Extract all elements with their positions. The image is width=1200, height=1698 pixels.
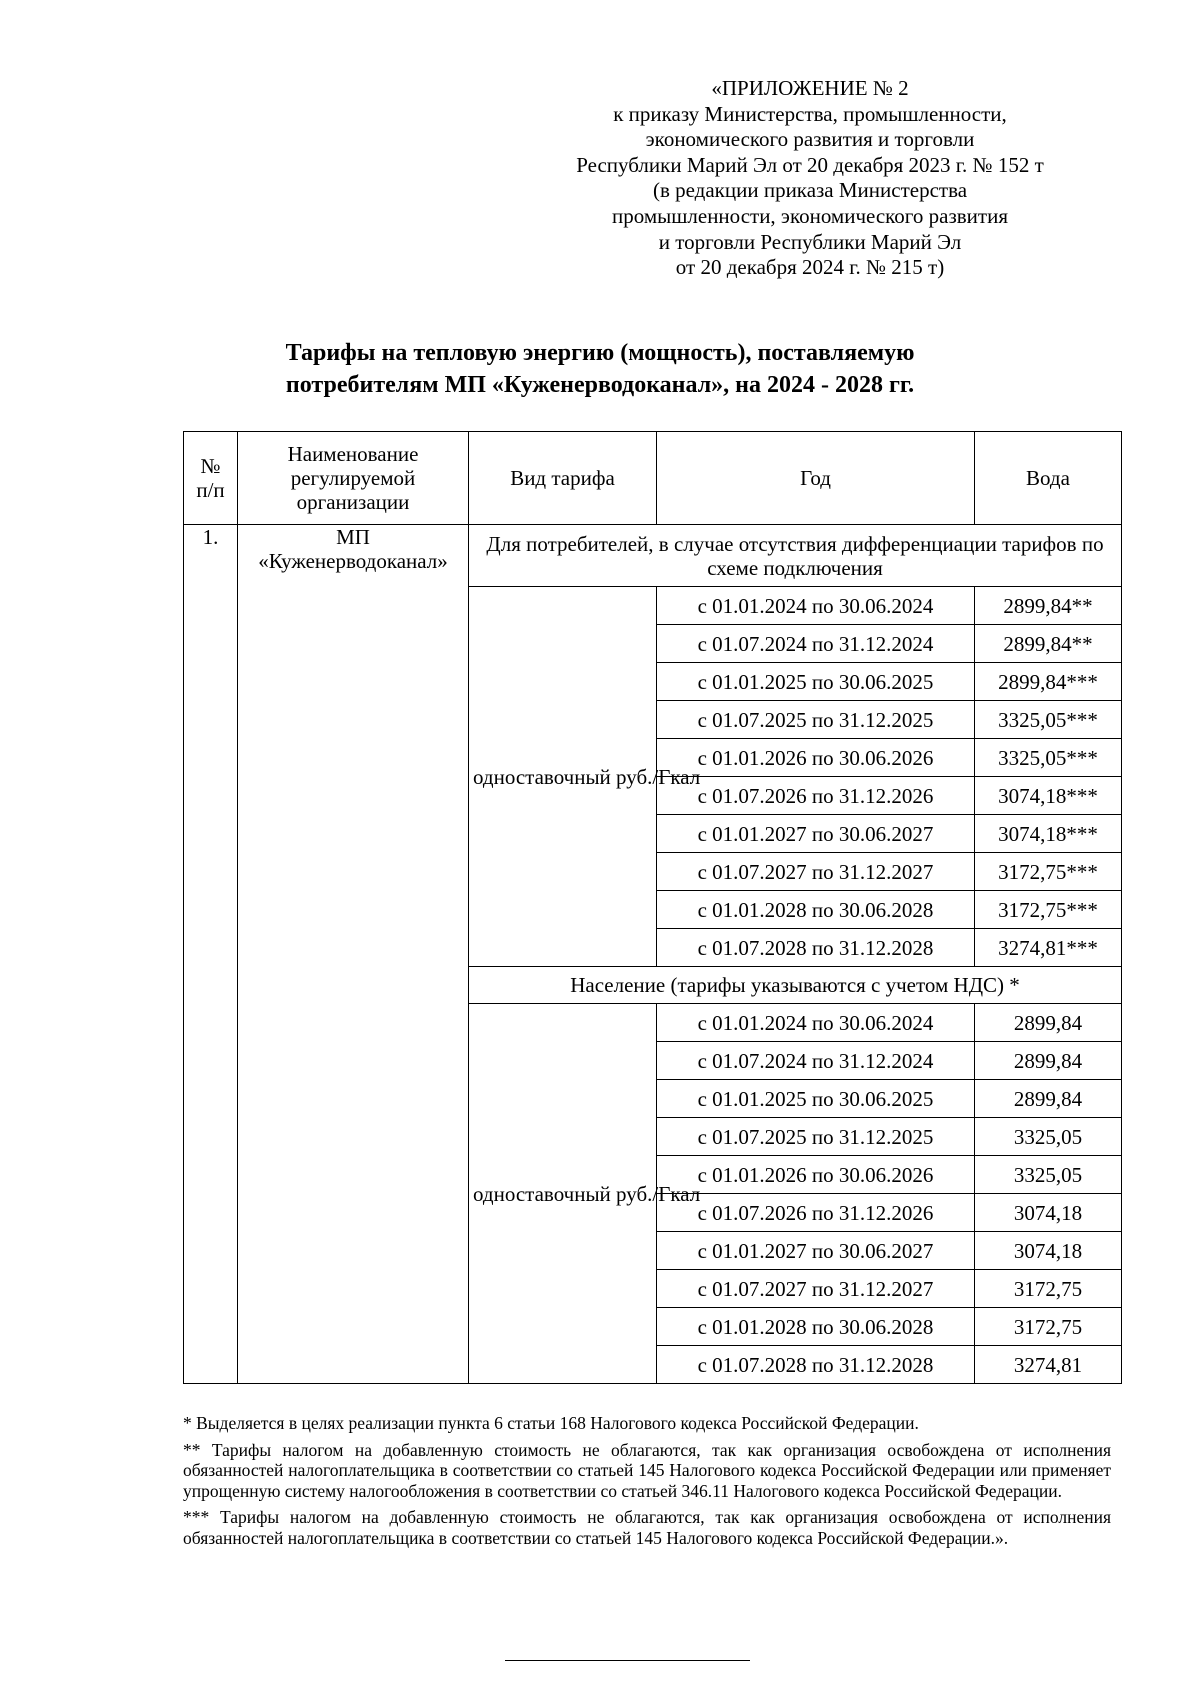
value-cell: 3325,05 [975, 1118, 1122, 1156]
header-org: Наименование регулируемой организации [238, 432, 469, 525]
value-cell: 2899,84*** [975, 663, 1122, 701]
period-cell: с 01.01.2027 по 30.06.2027 [657, 815, 975, 853]
value-cell: 3074,18 [975, 1194, 1122, 1232]
period-cell: с 01.01.2025 по 30.06.2025 [657, 1080, 975, 1118]
value-cell: 3274,81*** [975, 929, 1122, 967]
appendix-line: «ПРИЛОЖЕНИЕ № 2 [711, 76, 909, 100]
period-cell: с 01.01.2024 по 30.06.2024 [657, 1004, 975, 1042]
period-cell: с 01.01.2025 по 30.06.2025 [657, 663, 975, 701]
value-cell: 2899,84 [975, 1080, 1122, 1118]
period-cell: с 01.07.2024 по 31.12.2024 [657, 1042, 975, 1080]
value-cell: 3274,81 [975, 1346, 1122, 1384]
period-cell: с 01.07.2026 по 31.12.2026 [657, 1194, 975, 1232]
bottom-divider [505, 1660, 750, 1661]
footnote: * Выделяется в целях реализации пункта 6 статьи 168 Налогового кодекса Российской Федерации. [183, 1413, 919, 1433]
value-cell: 2899,84 [975, 1042, 1122, 1080]
period-cell: с 01.01.2026 по 30.06.2026 [657, 739, 975, 777]
period-cell: с 01.01.2028 по 30.06.2028 [657, 891, 975, 929]
period-cell: с 01.01.2027 по 30.06.2027 [657, 1232, 975, 1270]
period-cell: с 01.01.2026 по 30.06.2026 [657, 1156, 975, 1194]
value-cell: 3172,75 [975, 1270, 1122, 1308]
header-kind: Вид тарифа [469, 432, 657, 525]
organization-name: МП «Куженерводоканал» [238, 525, 469, 1384]
appendix-line: промышленности, экономического развития [611, 203, 1008, 228]
period-cell: с 01.07.2024 по 31.12.2024 [657, 625, 975, 663]
section-title: Для потребителей, в случае отсутствия дифференциации тарифов по схеме подключения [469, 525, 1122, 587]
value-cell: 3325,05*** [975, 701, 1122, 739]
section-row [184, 525, 1122, 587]
tariff-kind: одноставочный руб./Гкал [469, 1004, 657, 1384]
period-cell: с 01.07.2025 по 31.12.2025 [657, 701, 975, 739]
appendix-line: экономического развития и торговли [645, 127, 975, 152]
appendix-line: (в редакции приказа Министерства [652, 178, 968, 203]
table-header-row [184, 432, 1122, 525]
value-cell: 3074,18*** [975, 777, 1122, 815]
header-water: Вода [975, 432, 1122, 525]
value-cell: 3325,05*** [975, 739, 1122, 777]
value-cell: 3074,18 [975, 1232, 1122, 1270]
period-cell: с 01.07.2027 по 31.12.2027 [657, 1270, 975, 1308]
appendix-line: от 20 декабря 2024 г. № 215 т) [675, 255, 945, 280]
period-cell: с 01.07.2026 по 31.12.2026 [657, 777, 975, 815]
value-cell: 2899,84** [975, 625, 1122, 663]
period-cell: с 01.01.2024 по 30.06.2024 [657, 587, 975, 625]
period-cell: с 01.07.2028 по 31.12.2028 [657, 929, 975, 967]
period-cell: с 01.07.2025 по 31.12.2025 [657, 1118, 975, 1156]
value-cell: 2899,84** [975, 587, 1122, 625]
header-num: № п/п [184, 432, 238, 525]
section-title: Население (тарифы указываются с учетом НДС) * [469, 967, 1122, 1004]
period-cell: с 01.07.2027 по 31.12.2027 [657, 853, 975, 891]
tariff-kind: одноставочный руб./Гкал [469, 587, 657, 967]
row-number: 1. [184, 525, 238, 1384]
value-cell: 3172,75*** [975, 853, 1122, 891]
value-cell: 2899,84 [975, 1004, 1122, 1042]
footnote: *** Тарифы налогом на добавленную стоимость не облагаются, так как организация освобождена от исполнения обязанностей налогоплательщика в соответствии со статьей 145 Налогового кодекса Российской Федерации.». [183, 1507, 1111, 1548]
appendix-header [540, 76, 1080, 281]
value-cell: 3074,18*** [975, 815, 1122, 853]
period-cell: с 01.07.2028 по 31.12.2028 [657, 1346, 975, 1384]
appendix-line: и торговли Республики Марий Эл [658, 229, 962, 254]
value-cell: 3172,75 [975, 1308, 1122, 1346]
period-cell: с 01.01.2028 по 30.06.2028 [657, 1308, 975, 1346]
tariff-table [183, 431, 1122, 1384]
document-title-line: потребителям МП «Куженерводоканал», на 2024 - 2028 гг. [285, 372, 915, 398]
value-cell: 3172,75*** [975, 891, 1122, 929]
value-cell: 3325,05 [975, 1156, 1122, 1194]
appendix-line: к приказу Министерства, промышленности, [613, 101, 1007, 126]
header-year: Год [657, 432, 975, 525]
footnote: ** Тарифы налогом на добавленную стоимость не облагаются, так как организация освобождена от исполнения обязанностей налогоплательщика в соответствии со статьей 145 Налогового кодекса Российской Федерации или применяет упрощенную систему налогообложения в соответствии со статьей 346.11 Налогового кодекса Российской Федерации. [183, 1439, 1111, 1501]
appendix-line: Республики Марий Эл от 20 декабря 2023 г. № 152 т [576, 152, 1044, 177]
document-title [140, 337, 1060, 401]
document-title-line: Тарифы на тепловую энергию (мощность), поставляемую [285, 340, 915, 366]
footnotes [183, 1413, 1111, 1554]
